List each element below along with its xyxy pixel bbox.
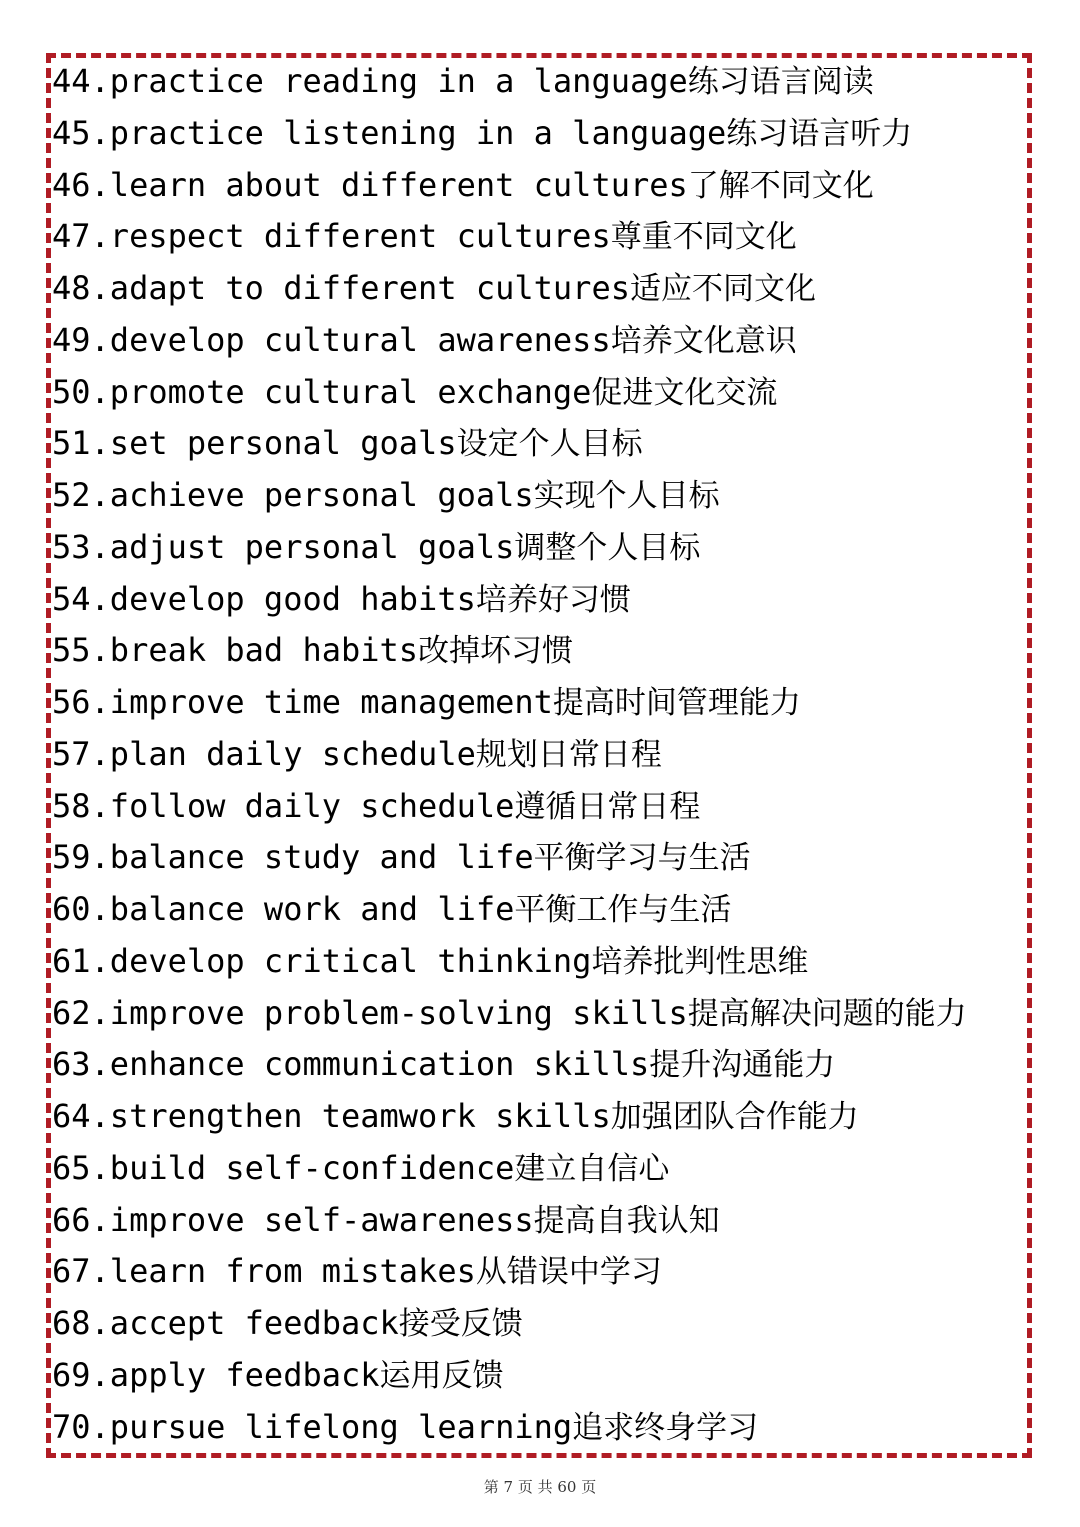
phrase-english: promote cultural exchange	[109, 372, 592, 411]
phrase-english: learn about different cultures	[109, 165, 688, 204]
phrase-row	[52, 1402, 1012, 1454]
phrase-row	[52, 367, 1012, 419]
phrase-chinese: 提高时间管理能力	[552, 685, 801, 721]
phrase-english: break bad habits	[109, 631, 419, 670]
phrase-number: 63.	[52, 1045, 110, 1084]
phrase-row	[52, 315, 1012, 367]
phrase-chinese: 遵循日常日程	[514, 788, 701, 825]
phrase-english: achieve personal goals	[109, 476, 534, 514]
phrase-chinese: 平衡工作与生活	[514, 892, 732, 928]
phrase-english: pursue lifelong learning	[109, 1407, 573, 1446]
phrase-number: 70.	[52, 1407, 110, 1446]
phrase-row	[52, 263, 1012, 315]
phrase-number: 51.	[52, 424, 110, 463]
page-footer: 第 7 页 共 60 页	[483, 1478, 597, 1496]
phrase-english: strengthen teamwork skills	[109, 1097, 611, 1135]
phrase-number: 53.	[52, 527, 110, 566]
phrase-chinese: 提高解决问题的能力	[687, 995, 967, 1032]
phrase-number: 64.	[52, 1097, 110, 1135]
phrase-english: respect different cultures	[109, 217, 611, 256]
phrase-english: follow daily schedule	[109, 786, 515, 825]
phrase-row	[52, 1143, 1012, 1195]
phrase-row	[52, 418, 1012, 470]
phrase-row	[52, 1091, 1012, 1143]
phrase-english: practice reading in a language	[109, 62, 688, 100]
phrase-chinese: 提升沟通能力	[649, 1047, 836, 1084]
phrase-row	[52, 160, 1012, 212]
phrase-number: 46.	[52, 165, 110, 204]
phrase-row	[52, 988, 1012, 1040]
phrase-chinese: 实现个人目标	[533, 478, 720, 514]
phrase-english: set personal goals	[109, 424, 457, 463]
phrase-english: improve problem-solving skills	[109, 993, 688, 1032]
phrase-english: build self-confidence	[109, 1148, 515, 1187]
phrase-number: 44.	[52, 62, 110, 100]
phrase-row	[52, 832, 1012, 884]
phrase-english: enhance communication skills	[109, 1045, 650, 1084]
phrase-english: adapt to different cultures	[109, 269, 630, 307]
phrase-row	[52, 1350, 1012, 1402]
phrase-row	[52, 936, 1012, 988]
phrase-row	[52, 522, 1012, 574]
phrase-chinese: 规划日常日程	[475, 736, 662, 773]
phrase-chinese: 练习语言听力	[726, 115, 913, 152]
phrase-row	[52, 884, 1012, 936]
phrase-chinese: 尊重不同文化	[610, 219, 797, 256]
phrase-number: 52.	[52, 476, 110, 514]
phrase-row	[52, 1039, 1012, 1091]
phrase-row	[52, 211, 1012, 263]
phrase-english: accept feedback	[109, 1304, 399, 1342]
phrase-chinese: 追求终身学习	[572, 1409, 759, 1446]
phrase-chinese: 适应不同文化	[629, 271, 816, 307]
phrase-list	[52, 56, 1012, 1453]
phrase-row	[52, 625, 1012, 677]
phrase-english: adjust personal goals	[109, 527, 515, 566]
phrase-chinese: 了解不同文化	[687, 167, 874, 204]
phrase-number: 62.	[52, 993, 110, 1032]
phrase-row	[52, 1195, 1012, 1247]
phrase-english: learn from mistakes	[109, 1252, 476, 1291]
phrase-english: balance study and life	[109, 838, 534, 877]
phrase-chinese: 改掉坏习惯	[418, 633, 574, 670]
phrase-number: 54.	[52, 579, 110, 618]
phrase-chinese: 设定个人目标	[456, 426, 643, 463]
phrase-number: 48.	[52, 269, 110, 307]
phrase-number: 66.	[52, 1200, 110, 1239]
phrase-number: 55.	[52, 631, 110, 670]
phrase-number: 49.	[52, 320, 110, 359]
phrase-number: 58.	[52, 786, 110, 825]
phrase-row	[52, 677, 1012, 729]
phrase-row	[52, 1246, 1012, 1298]
phrase-english: develop good habits	[109, 579, 476, 618]
phrase-row	[52, 729, 1012, 781]
phrase-english: practice listening in a language	[109, 113, 727, 152]
phrase-chinese: 平衡学习与生活	[533, 840, 751, 877]
phrase-chinese: 建立自信心	[514, 1150, 670, 1187]
phrase-number: 50.	[52, 372, 110, 411]
phrase-row	[52, 574, 1012, 626]
phrase-chinese: 培养文化意识	[610, 322, 797, 359]
phrase-number: 60.	[52, 890, 110, 928]
phrase-chinese: 调整个人目标	[514, 529, 701, 566]
phrase-number: 57.	[52, 734, 110, 773]
phrase-number: 47.	[52, 217, 110, 256]
phrase-chinese: 接受反馈	[398, 1306, 523, 1342]
phrase-english: plan daily schedule	[109, 734, 476, 773]
phrase-number: 45.	[52, 113, 110, 152]
phrase-row	[52, 56, 1012, 108]
phrase-chinese: 练习语言阅读	[687, 64, 874, 100]
phrase-number: 59.	[52, 838, 110, 877]
phrase-row	[52, 1298, 1012, 1350]
phrase-number: 69.	[52, 1355, 110, 1394]
phrase-chinese: 培养好习惯	[475, 581, 631, 618]
phrase-row	[52, 108, 1012, 160]
phrase-chinese: 从错误中学习	[475, 1254, 662, 1291]
phrase-chinese: 促进文化交流	[591, 374, 778, 411]
phrase-row	[52, 781, 1012, 833]
phrase-english: develop cultural awareness	[109, 320, 611, 359]
phrase-number: 65.	[52, 1148, 110, 1187]
phrase-number: 61.	[52, 941, 110, 980]
phrase-chinese: 提高自我认知	[533, 1202, 720, 1239]
phrase-row	[52, 470, 1012, 522]
phrase-number: 56.	[52, 683, 110, 721]
phrase-english: improve self-awareness	[109, 1200, 534, 1239]
phrase-chinese: 加强团队合作能力	[610, 1099, 859, 1135]
phrase-english: improve time management	[109, 683, 553, 721]
phrase-number: 67.	[52, 1252, 110, 1291]
phrase-english: apply feedback	[109, 1355, 380, 1394]
phrase-chinese: 培养批判性思维	[591, 943, 809, 980]
phrase-english: balance work and life	[109, 890, 515, 928]
phrase-chinese: 运用反馈	[379, 1357, 504, 1394]
phrase-number: 68.	[52, 1304, 110, 1342]
phrase-english: develop critical thinking	[109, 941, 592, 980]
